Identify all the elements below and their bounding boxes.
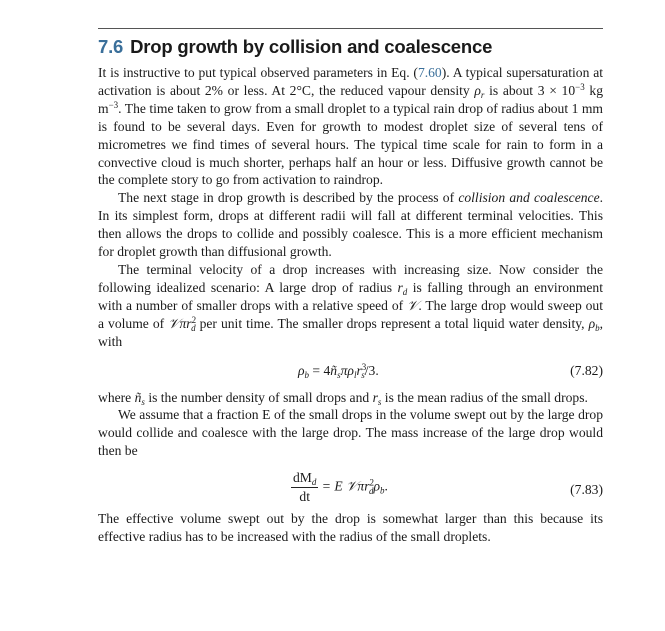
paragraph-6: The effective volume swept out by the drop is somewhat larger than this because its effective radius has to be increased with the radius of the small droplets. xyxy=(98,511,603,545)
paragraph-4: where $ñ_s$ is the number density of small drops and $r_s$ is the mean radius of the small drops. xyxy=(98,389,588,407)
equation-ref-link[interactable]: 7.60 xyxy=(417,65,442,80)
equation-7-83-body: $\frac{dM_d}{dt}$ = E $𝒱\pi r^2_d\rho_b$. xyxy=(293,470,388,505)
page-content xyxy=(98,28,603,546)
equation-7-83 xyxy=(98,460,603,510)
emphasis-term: collision and coalescence xyxy=(458,190,600,206)
equation-7-82-body: $\rho_b$ = $4ñ_s\pi\rho_lr^3_s/3$. xyxy=(298,361,379,380)
paragraph-1: It is instructive to put typical observed parameters in Eq. (7.60). A typical supersaturation at activation is about 2% or less. At 2°C, the reduced vapour density $\rho_r$ is about $3 \times 10^{-3}$ kg $m^{-3}$. The time taken to grow from a small droplet to a typical rain drop of radius about 1 mm is found to be several days. Even for growth to modest droplet size of several tens of micrometres we find times of several hours. The typical time scale for rain to form in a convective cloud is much shorter, perhaps half an hour or less. Diffusive growth cannot be the complete story to go from activation to raindrop. xyxy=(98,65,604,188)
paragraph-5: We assume that a fraction E of the small drops in the volume swept out by the large drop would collide and coalesce with the large drop. The mass increase of the large drop would then be xyxy=(98,407,603,459)
paragraph-2: The next stage in drop growth is described by the process of collision and coalescence. In its simplest form, drops at different radii will fall at different terminal velocities. This then allows the drops to collide and possibly coalesce. This is a more efficient mechanism for droplet growth than diffusional growth. xyxy=(98,190,604,260)
paragraph-3: The terminal velocity of a drop increases with increasing size. Now consider the following idealized scenario: A large drop of radius $r_d$ is falling through an environment with a number of smaller drops with a relative speed of 𝒱. The large drop would sweep out a volume of 𝒱πr$^2_d$ per unit time. The smaller drops represent a total liquid water density, $\rho_b$, with xyxy=(98,261,604,349)
section-heading xyxy=(98,36,603,58)
section-number: 7.6 xyxy=(98,36,124,57)
derivative-fraction: $\frac{dM_d}{dt}$ xyxy=(293,470,317,505)
equation-number-7-82: (7.82) xyxy=(570,362,603,378)
equation-number-7-83: (7.83) xyxy=(570,482,603,498)
section-title: Drop growth by collision and coalescence xyxy=(130,36,493,57)
top-rule xyxy=(98,28,603,29)
equation-7-82 xyxy=(98,351,603,389)
